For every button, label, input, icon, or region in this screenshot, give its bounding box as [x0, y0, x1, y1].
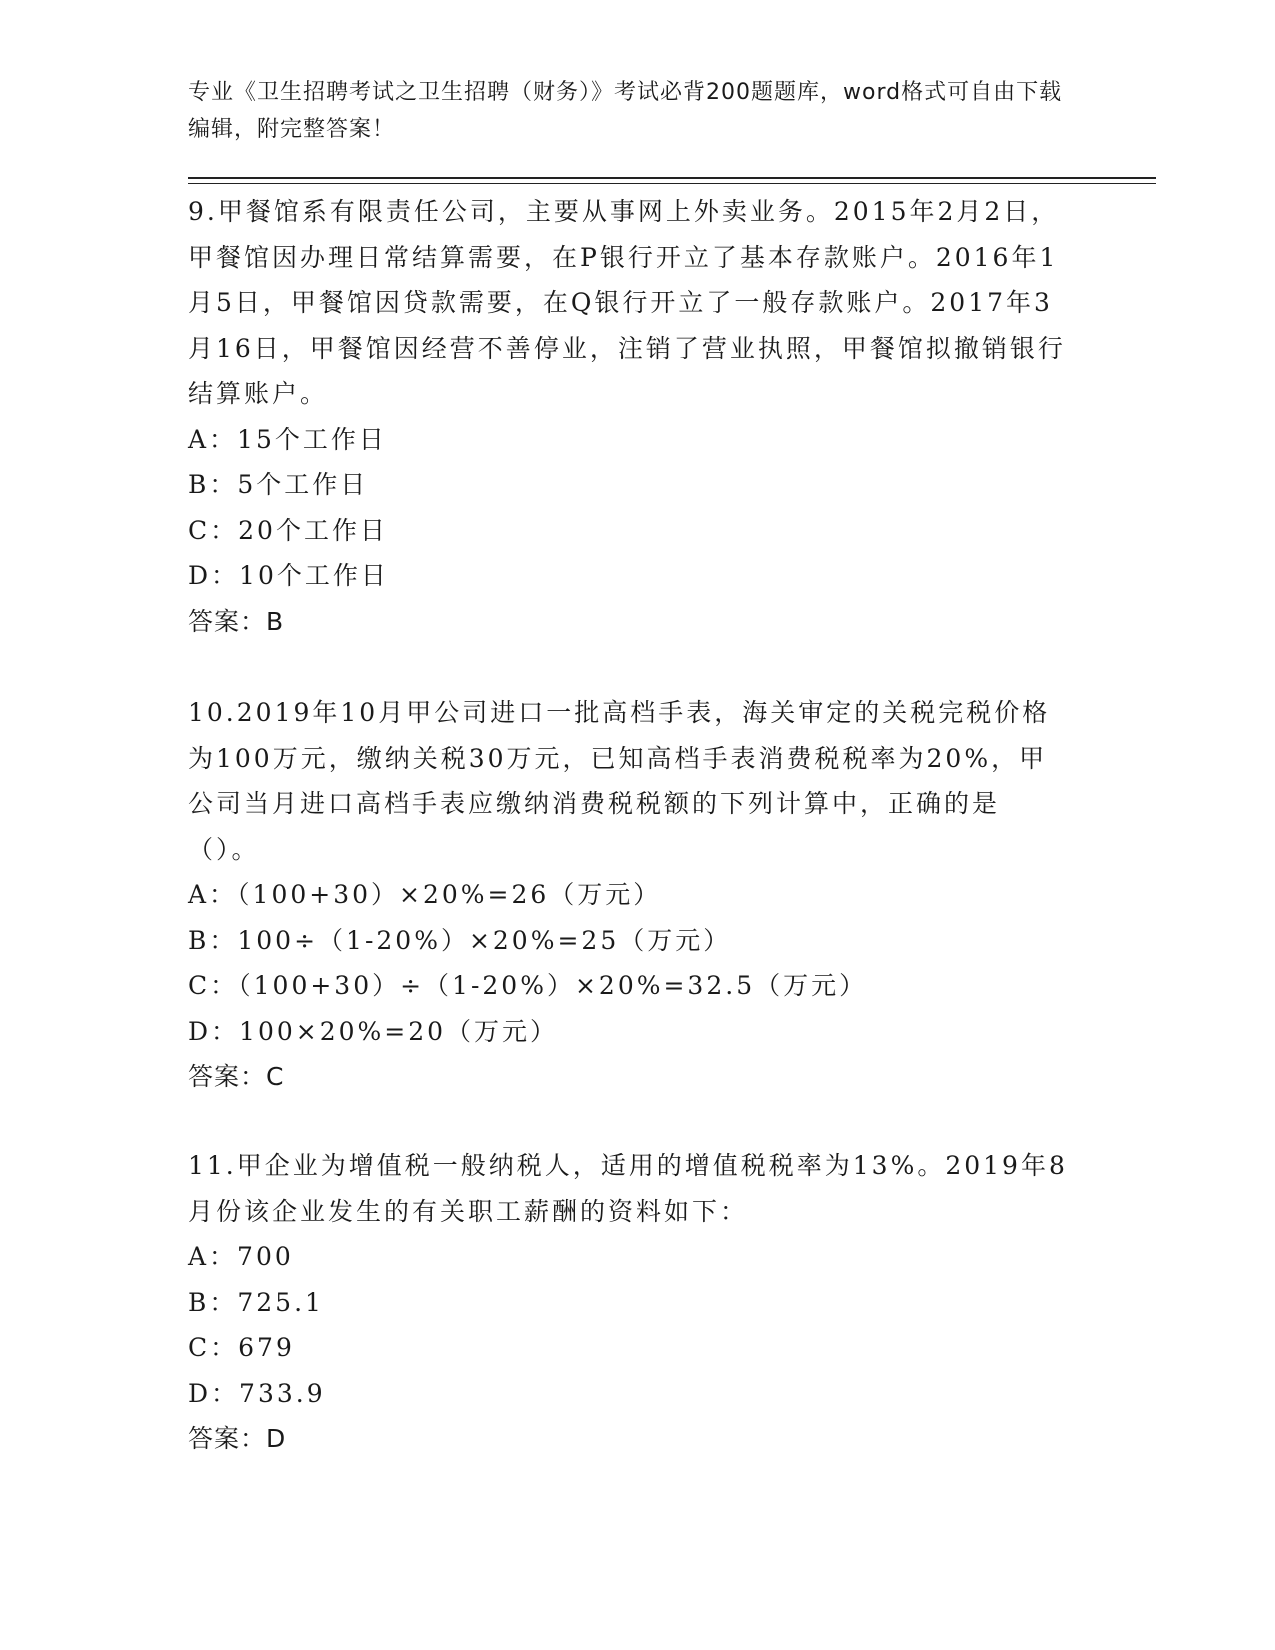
option-a: A：15个工作日: [188, 424, 387, 454]
option-c: C：（100+30）÷（1-20%）×20%=32.5（万元）: [188, 971, 868, 1000]
option-c: C：679: [188, 1333, 295, 1362]
document-header: 专业《卫生招聘考试之卫生招聘（财务）》考试必背200题题库，word格式可自由下载编辑，附完整答案！: [188, 80, 1063, 142]
option-d: D：10个工作日: [188, 561, 389, 590]
option-c: C：20个工作日: [188, 515, 388, 545]
answer-line: 答案：C: [188, 1062, 285, 1091]
question-11: [188, 1143, 1068, 1462]
option-d: D：100×20%=20（万元）: [188, 1016, 559, 1046]
header-divider-thick: [188, 177, 1156, 179]
question-stem: 11.甲企业为增值税一般纳税人，适用的增值税税率为13%。2019年8月份该企业发生的有关职工薪酬的资料如下：: [188, 1151, 1068, 1226]
header-divider-thin: [188, 183, 1156, 184]
option-b: B：100÷（1-20%）×20%=25（万元）: [188, 925, 732, 955]
question-9: [188, 189, 1068, 644]
question-10: [188, 690, 1068, 1100]
option-b: B：5个工作日: [188, 470, 369, 499]
question-stem: 10.2019年10月甲公司进口一批高档手表，海关审定的关税完税价格为100万元，缴纳关税30万元，已知高档手表消费税税率为20%，甲公司当月进口高档手表应缴纳消费税税额的下列计算中，正确的是（）。: [188, 698, 1051, 864]
answer-line: 答案：D: [188, 1424, 287, 1453]
question-stem: 9.甲餐馆系有限责任公司，主要从事网上外卖业务。2015年2月2日，甲餐馆因办理日常结算需要，在P银行开立了基本存款账户。2016年1月5日，甲餐馆因贷款需要，在Q银行开立了一般存款账户。2017年3月16日，甲餐馆因经营不善停业，注销了营业执照，甲餐馆拟撤销银行结算账户。: [188, 197, 1066, 408]
option-b: B：725.1: [188, 1287, 324, 1317]
option-d: D：733.9: [188, 1378, 326, 1408]
answer-line: 答案：B: [188, 606, 285, 636]
option-a: A：（100+30）×20%=26（万元）: [188, 880, 662, 909]
option-a: A：700: [188, 1242, 294, 1271]
